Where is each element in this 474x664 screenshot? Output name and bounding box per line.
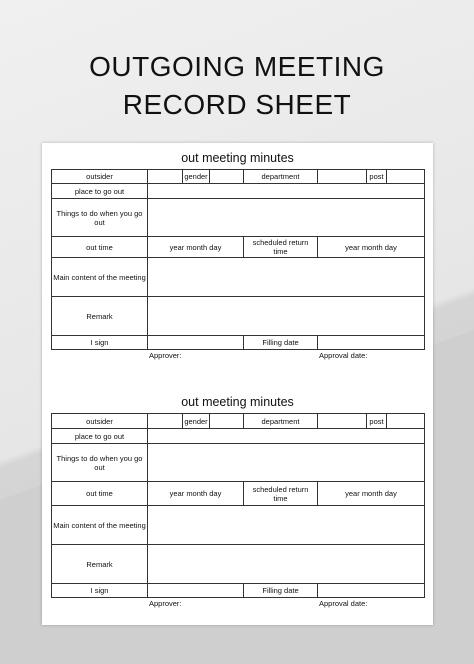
place-field[interactable] bbox=[148, 429, 425, 444]
gender-field[interactable] bbox=[210, 414, 244, 429]
post-field[interactable] bbox=[387, 170, 425, 184]
filling-date-label: Filling date bbox=[244, 336, 318, 350]
title-line-2: RECORD SHEET bbox=[122, 89, 352, 120]
remark-field[interactable] bbox=[148, 297, 425, 336]
return-time-label: scheduled return time bbox=[244, 237, 318, 258]
form-heading: out meeting minutes bbox=[181, 395, 294, 409]
department-label: department bbox=[244, 414, 318, 429]
outsider-label: outsider bbox=[52, 170, 148, 184]
i-sign-field[interactable] bbox=[148, 584, 244, 598]
out-time-label: out time bbox=[52, 237, 148, 258]
row-place bbox=[52, 184, 425, 199]
return-time-field[interactable]: year month day bbox=[318, 482, 425, 506]
approver-label: Approver: bbox=[149, 351, 182, 360]
todo-label: Things to do when you go out bbox=[52, 199, 148, 237]
remark-field[interactable] bbox=[148, 545, 425, 584]
row-remark bbox=[52, 545, 425, 584]
outsider-label: outsider bbox=[52, 414, 148, 429]
meeting-form-2 bbox=[51, 391, 424, 610]
post-field[interactable] bbox=[387, 414, 425, 429]
filling-date-label: Filling date bbox=[244, 584, 318, 598]
title-line-1: OUTGOING MEETING bbox=[89, 51, 385, 82]
form-table bbox=[51, 169, 425, 350]
gender-label: gender bbox=[183, 414, 210, 429]
gender-label: gender bbox=[183, 170, 210, 184]
out-time-field[interactable]: year month day bbox=[148, 237, 244, 258]
form-table bbox=[51, 413, 425, 598]
filling-date-field[interactable] bbox=[318, 584, 425, 598]
filling-date-field[interactable] bbox=[318, 336, 425, 350]
row-time bbox=[52, 237, 425, 258]
i-sign-label: I sign bbox=[52, 584, 148, 598]
approver-label: Approver: bbox=[149, 599, 182, 608]
row-todo bbox=[52, 199, 425, 237]
meeting-form-1 bbox=[51, 147, 424, 362]
form-footer bbox=[51, 350, 424, 362]
gender-field[interactable] bbox=[210, 170, 244, 184]
row-sign bbox=[52, 336, 425, 350]
department-label: department bbox=[244, 170, 318, 184]
row-place bbox=[52, 429, 425, 444]
remark-label: Remark bbox=[52, 297, 148, 336]
row-main-content bbox=[52, 506, 425, 545]
out-time-field[interactable]: year month day bbox=[148, 482, 244, 506]
return-time-field[interactable]: year month day bbox=[318, 237, 425, 258]
row-outsider bbox=[52, 170, 425, 184]
place-label: place to go out bbox=[52, 184, 148, 199]
row-outsider bbox=[52, 414, 425, 429]
todo-field[interactable] bbox=[148, 444, 425, 482]
approval-date-label: Approval date: bbox=[319, 599, 368, 608]
place-label: place to go out bbox=[52, 429, 148, 444]
todo-field[interactable] bbox=[148, 199, 425, 237]
page-title bbox=[0, 48, 474, 124]
main-content-label: Main content of the meeting bbox=[52, 258, 148, 297]
todo-label: Things to do when you go out bbox=[52, 444, 148, 482]
row-remark bbox=[52, 297, 425, 336]
row-sign bbox=[52, 584, 425, 598]
row-time bbox=[52, 482, 425, 506]
outsider-field[interactable] bbox=[148, 414, 183, 429]
remark-label: Remark bbox=[52, 545, 148, 584]
post-label: post bbox=[367, 414, 387, 429]
main-content-field[interactable] bbox=[148, 506, 425, 545]
i-sign-label: I sign bbox=[52, 336, 148, 350]
department-field[interactable] bbox=[318, 170, 367, 184]
form-footer bbox=[51, 598, 424, 610]
form-heading: out meeting minutes bbox=[181, 151, 294, 165]
place-field[interactable] bbox=[148, 184, 425, 199]
row-main-content bbox=[52, 258, 425, 297]
row-todo bbox=[52, 444, 425, 482]
record-sheet-paper bbox=[42, 143, 433, 625]
department-field[interactable] bbox=[318, 414, 367, 429]
outsider-field[interactable] bbox=[148, 170, 183, 184]
main-content-label: Main content of the meeting bbox=[52, 506, 148, 545]
main-content-field[interactable] bbox=[148, 258, 425, 297]
out-time-label: out time bbox=[52, 482, 148, 506]
post-label: post bbox=[367, 170, 387, 184]
return-time-label: scheduled return time bbox=[244, 482, 318, 506]
i-sign-field[interactable] bbox=[148, 336, 244, 350]
approval-date-label: Approval date: bbox=[319, 351, 368, 360]
